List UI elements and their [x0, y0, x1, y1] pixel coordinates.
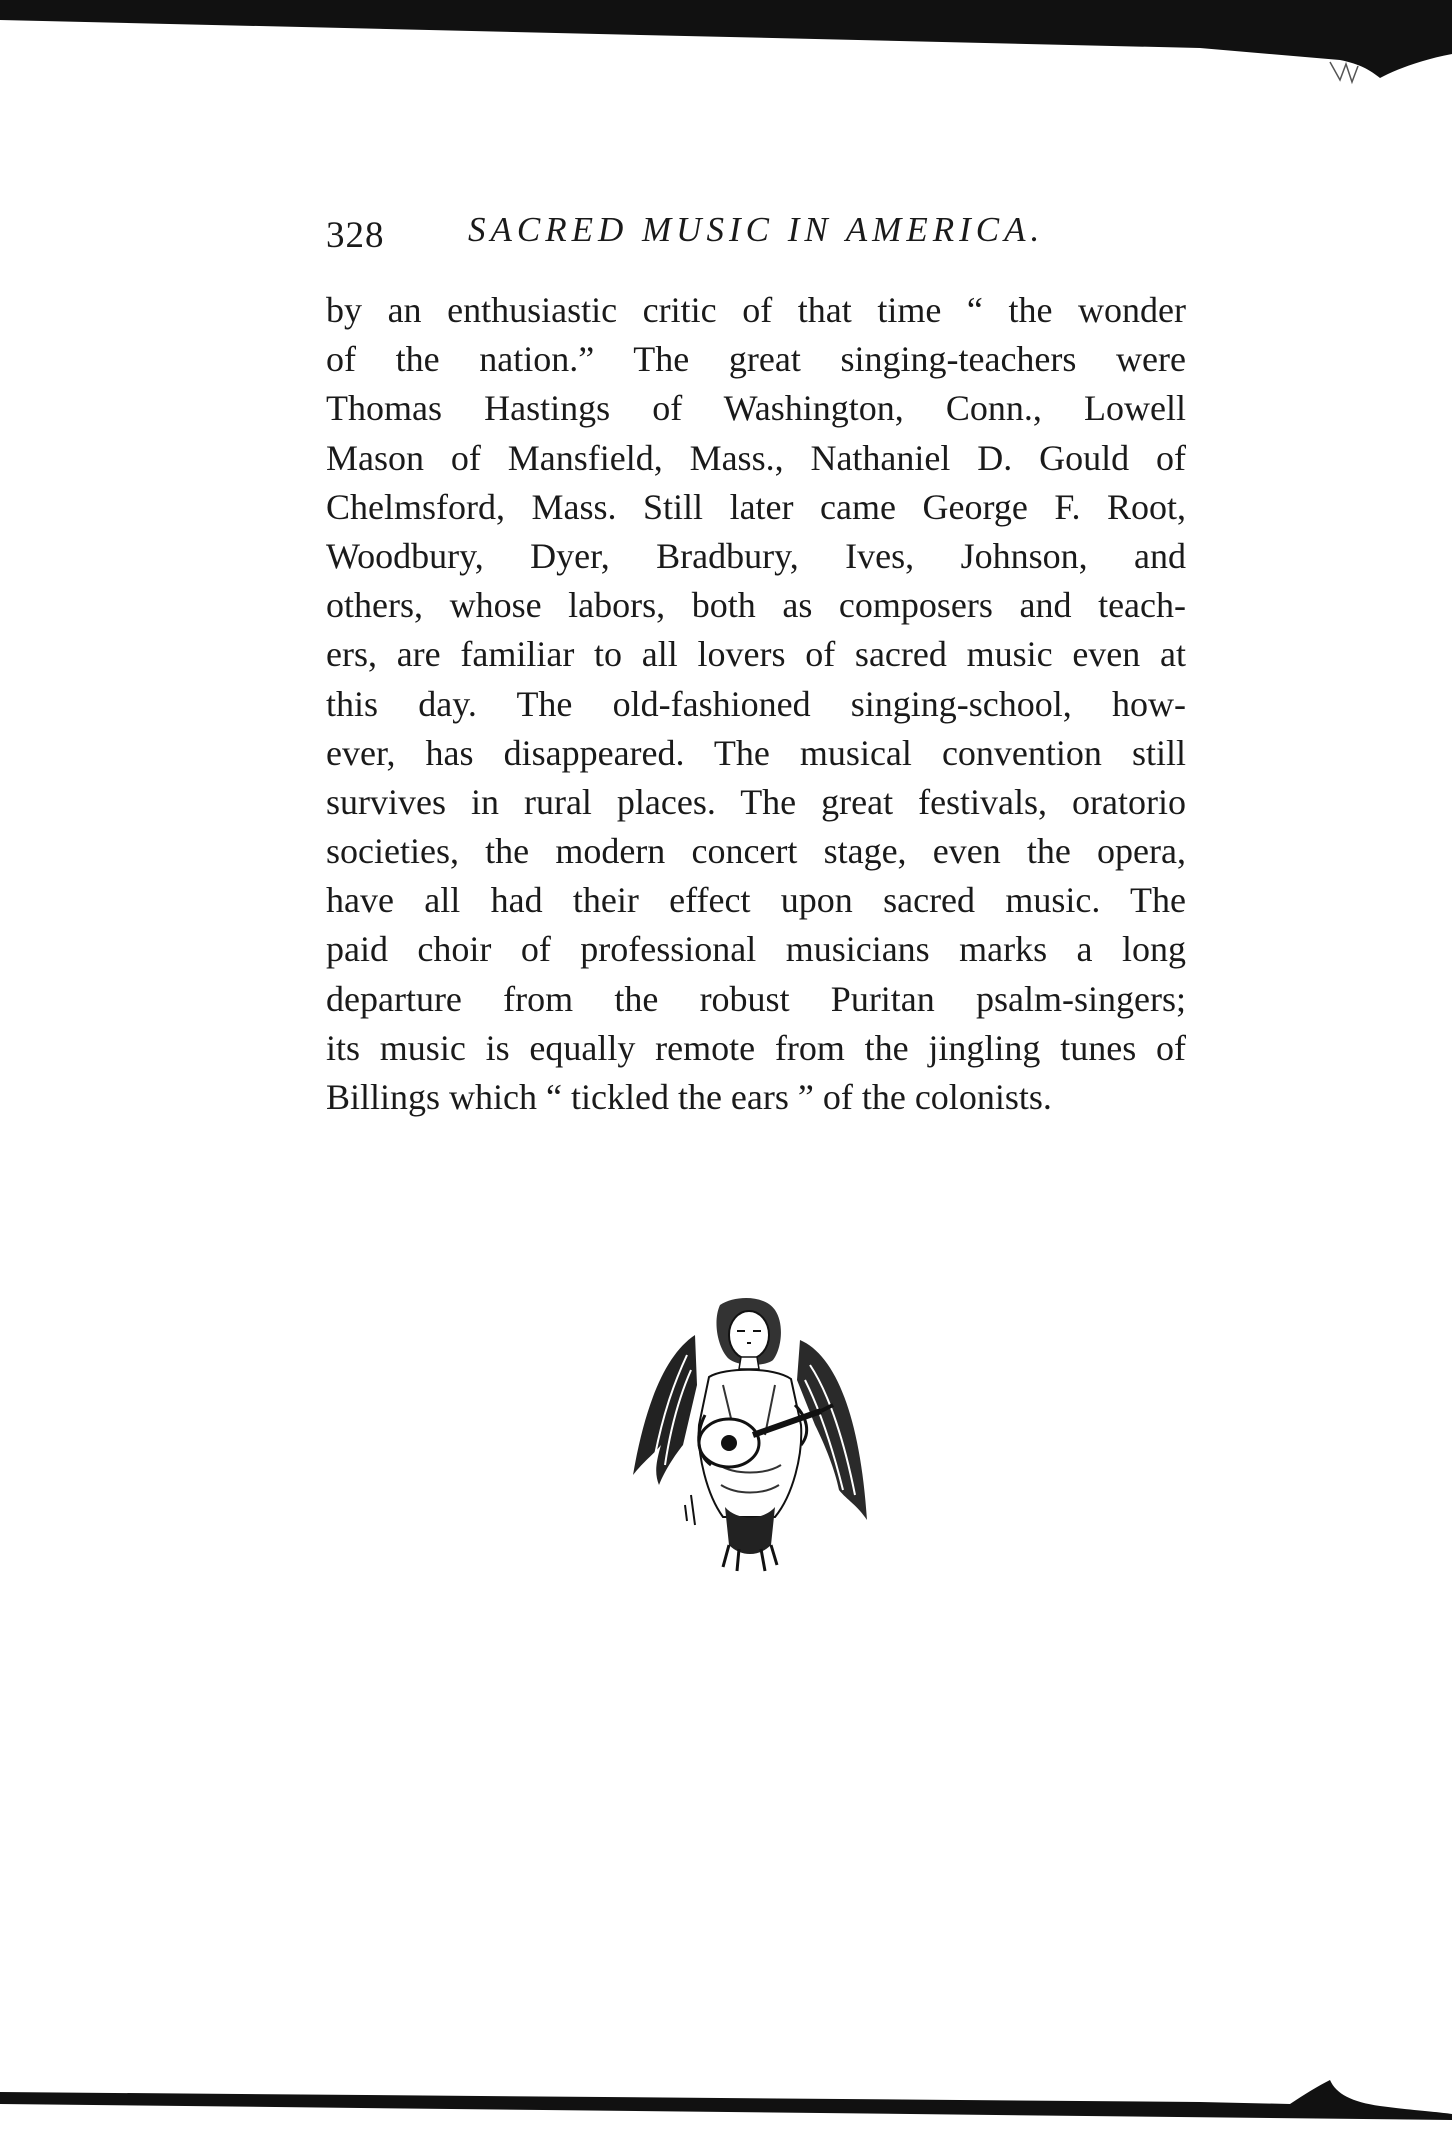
bottom-edge-rule [0, 2080, 1452, 2139]
angel-with-lute-icon [625, 1295, 875, 1575]
text-line: departure from the robust Puritan psalm-singers; [326, 978, 1186, 1019]
page-number: 328 [326, 215, 385, 256]
text-line: ers, are familiar to all lovers of sacred music even at [326, 634, 1186, 675]
text-line: Mason of Mansfield, Mass., Nathaniel D. Gould of [326, 437, 1186, 478]
text-line: Chelmsford, Mass. Still later came George F. Root, [326, 486, 1186, 527]
text-line: Thomas Hastings of Washington, Conn., Lowell [326, 388, 1186, 429]
text-line: ever, has disappeared. The musical convention still [326, 732, 1186, 773]
top-edge-rule [0, 0, 1452, 120]
running-title: SACRED MUSIC IN AMERICA. [468, 210, 1045, 249]
text-line: its music is equally remote from the jingling tunes of [326, 1027, 1186, 1068]
body-paragraph [326, 286, 1186, 1122]
text-line: Billings which “ tickled the ears ” of the colonists. [326, 1077, 1052, 1117]
text-line: Woodbury, Dyer, Bradbury, Ives, Johnson, and [326, 535, 1186, 576]
text-line: this day. The old-fashioned singing-school, how- [326, 683, 1186, 724]
text-line: others, whose labors, both as composers and teach- [326, 585, 1186, 626]
text-line: societies, the modern concert stage, even the opera, [326, 831, 1186, 872]
text-line: have all had their effect upon sacred music. The [326, 880, 1186, 921]
text-line: survives in rural places. The great festivals, oratorio [326, 781, 1186, 822]
running-head [326, 210, 1186, 260]
text-line: by an enthusiastic critic of that time “ the wonder [326, 290, 1186, 330]
text-line: of the nation.” The great singing-teachers were [326, 339, 1186, 380]
text-line: paid choir of professional musicians marks a long [326, 929, 1186, 970]
